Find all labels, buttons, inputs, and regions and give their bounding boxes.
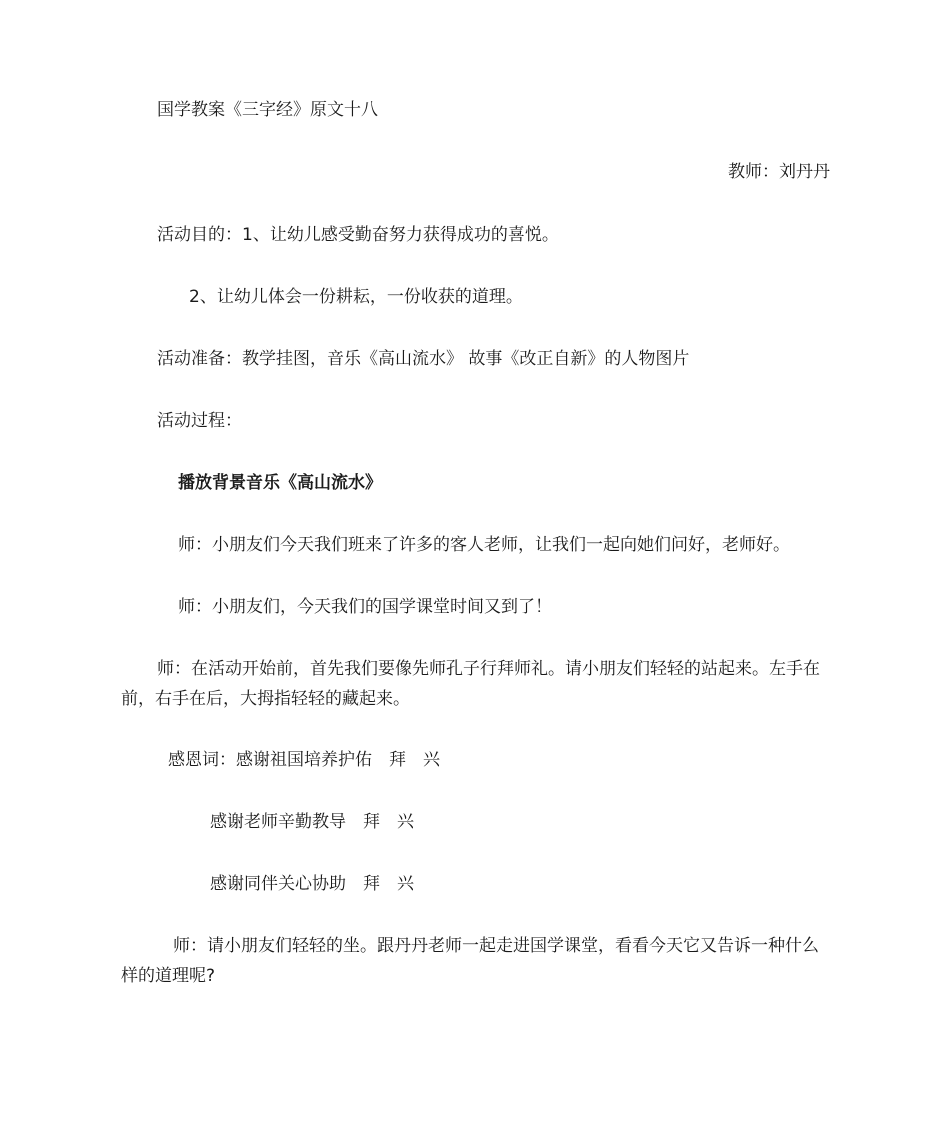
dialogue-line-1: 师：小朋友们今天我们班来了许多的客人老师，让我们一起向她们问好，老师好。 [178, 535, 790, 555]
gratitude-line-3: 感谢同伴关心协助 拜 兴 [210, 874, 414, 894]
gratitude-line-2: 感谢老师辛勤教导 拜 兴 [210, 812, 414, 832]
gratitude-line-1: 感恩词：感谢祖国培养护佑 拜 兴 [168, 750, 440, 770]
dialogue-paragraph-3: 师：在活动开始前，首先我们要像先师孔子行拜师礼。请小朋友们轻轻的站起来。左手在前，右手在后，大拇指轻轻的藏起来。 [121, 659, 820, 709]
activity-process-heading: 活动过程： [157, 411, 242, 431]
activity-goal-1: 活动目的：1、让幼儿感受勤奋努力获得成功的喜悦。 [157, 225, 559, 245]
background-music-heading: 播放背景音乐《高山流水》 [178, 473, 382, 493]
teacher-name: 教师：刘丹丹 [728, 162, 830, 182]
activity-goal-2: 2、让幼儿体会一份耕耘，一份收获的道理。 [189, 287, 523, 307]
dialogue-line-2: 师：小朋友们，今天我们的国学课堂时间又到了！ [178, 597, 552, 617]
dialogue-paragraph-4: 师：请小朋友们轻轻的坐。跟丹丹老师一起走进国学课堂，看看今天它又告诉一种什么样的道理呢? [121, 936, 819, 986]
activity-preparation: 活动准备：教学挂图，音乐《高山流水》 故事《改正自新》的人物图片 [157, 349, 690, 369]
document-title: 国学教案《三字经》原文十八 [157, 100, 378, 120]
